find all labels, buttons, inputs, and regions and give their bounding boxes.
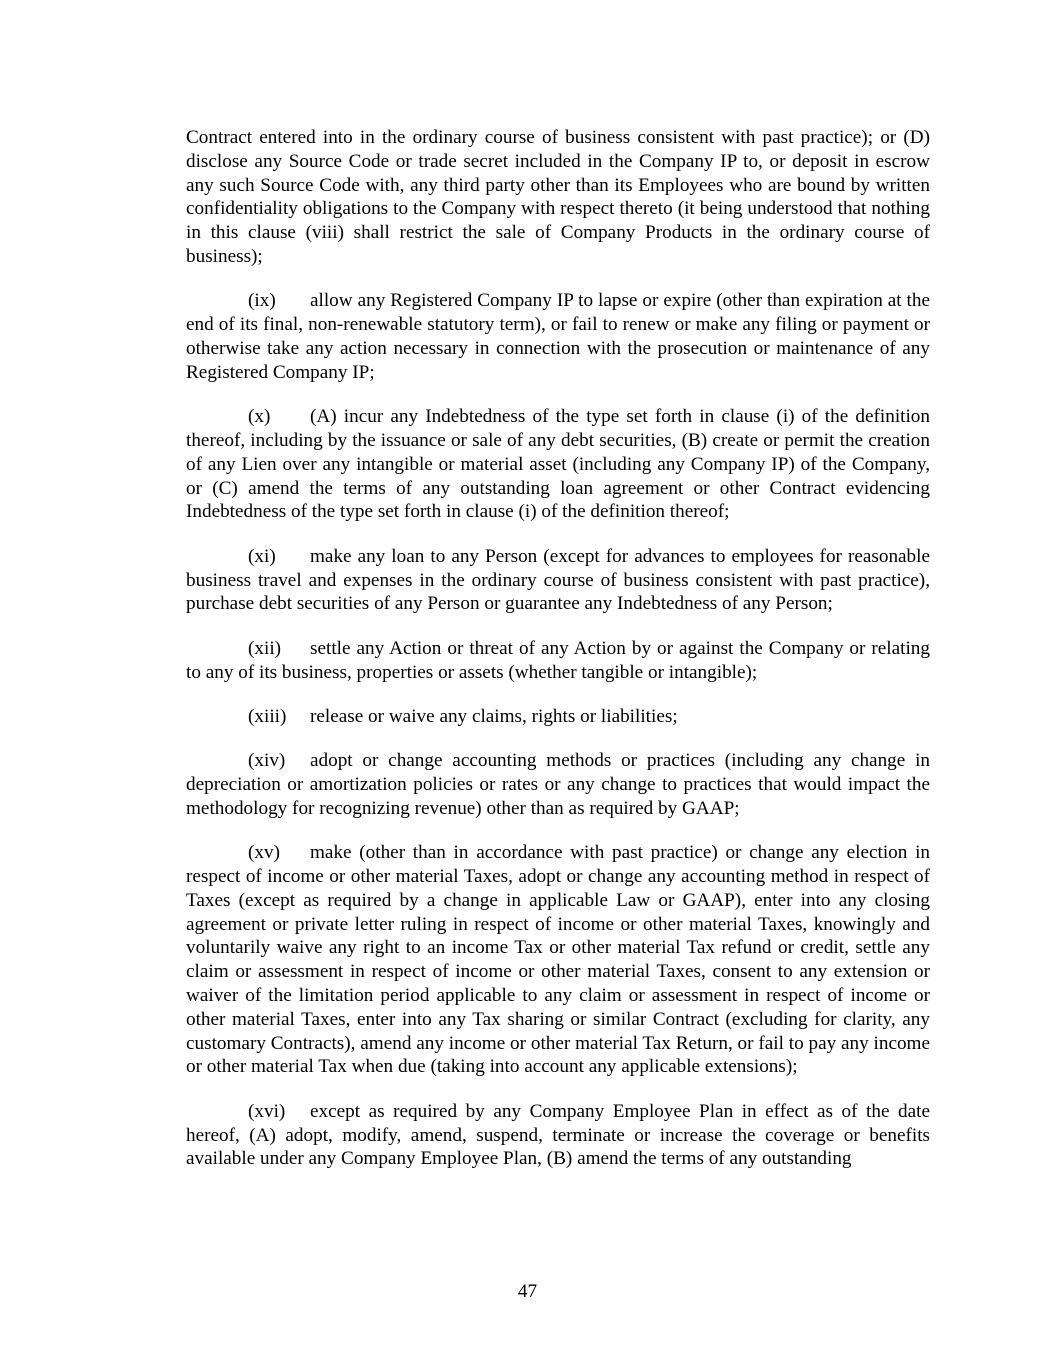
clause-xi xyxy=(186,545,930,616)
clause-x xyxy=(186,405,930,524)
clause-text: settle any Action or threat of any Action by or against the Company or relating to any of its business, properties or assets (whether tangible or intangible); xyxy=(186,637,930,683)
clause-xiii xyxy=(186,705,930,729)
clause-text: allow any Registered Company IP to lapse or expire (other than expiration at the end of its final, non-renewable statutory term), or fail to renew or make any filing or payment or otherwise take any action necessary in connection with the prosecution or maintenance of any Registered Company IP; xyxy=(186,290,930,383)
clause-number: (x) xyxy=(248,406,271,428)
clause-number: (xvi) xyxy=(248,1100,286,1122)
continuation-paragraph: Contract entered into in the ordinary course of business consistent with past practice); or (D) disclose any Source Code or trade secret included in the Company IP to, or deposit in escrow any such Source Code with, any third party other than its Employees who are bound by written confidentiality obligations to the Company with respect thereto (it being understood that nothing in this clause (viii) shall restrict the sale of Company Products in the ordinary course of business); xyxy=(186,127,930,267)
clause-text: except as required by any Company Employee Plan in effect as of the date hereof, (A) adopt, modify, amend, suspend, terminate or increase the coverage or benefits available under any Company Employee Plan, (B) amend the terms of any outstanding xyxy=(186,1100,930,1170)
clause-xiv xyxy=(186,749,930,820)
clause-text: make (other than in accordance with past practice) or change any election in respect of income or other material Taxes, adopt or change any accounting method in respect of Taxes (except as required by a change in applicable Law or GAAP), enter into any closing agreement or private letter ruling in respect of income or other material Taxes, knowingly and voluntarily waive any right to an income Tax or other material Tax refund or credit, settle any claim or assessment in respect of income or other material Taxes, consent to any extension or waiver of the limitation period applicable to any claim or assessment in respect of income or other material Taxes, enter into any Tax sharing or similar Contract (excluding for clarity, any customary Contracts), amend any income or other material Tax Return, or fail to pay any income or other material Tax when due (taking into account any applicable extensions); xyxy=(186,842,930,1078)
clause-number: (xi) xyxy=(248,545,276,567)
clause-number: (ix) xyxy=(248,290,276,312)
clause-number: (xv) xyxy=(248,842,280,864)
clause-xv xyxy=(186,841,930,1079)
clause-number: (xiii) xyxy=(248,705,287,727)
page-number: 47 xyxy=(517,1281,538,1302)
clause-text: release or waive any claims, rights or liabilities; xyxy=(310,705,678,727)
document-body xyxy=(186,126,930,1192)
clause-xii xyxy=(186,637,930,685)
clause-text: adopt or change accounting methods or practices (including any change in depreciation or amortization policies or rates or any change to practices that would impact the methodology for recognizing revenue) other than as required by GAAP; xyxy=(186,750,930,819)
clause-xvi xyxy=(186,1100,930,1171)
clause-ix xyxy=(186,289,930,384)
clause-number: (xii) xyxy=(248,637,282,659)
clause-number: (xiv) xyxy=(248,750,286,772)
clause-text: make any loan to any Person (except for advances to employees for reasonable business travel and expenses in the ordinary course of business consistent with past practice), purchase debt securities of any Person or guarantee any Indebtedness of any Person; xyxy=(186,545,930,615)
clause-text: (A) incur any Indebtedness of the type set forth in clause (i) of the definition thereof, including by the issuance or sale of any debt securities, (B) create or permit the creation of any Lien over any intangible or material asset (including any Company IP) of the Company, or (C) amend the terms of any outstanding loan agreement or other Contract evidencing Indebtedness of the type set forth in clause (i) of the definition thereof; xyxy=(186,406,930,523)
